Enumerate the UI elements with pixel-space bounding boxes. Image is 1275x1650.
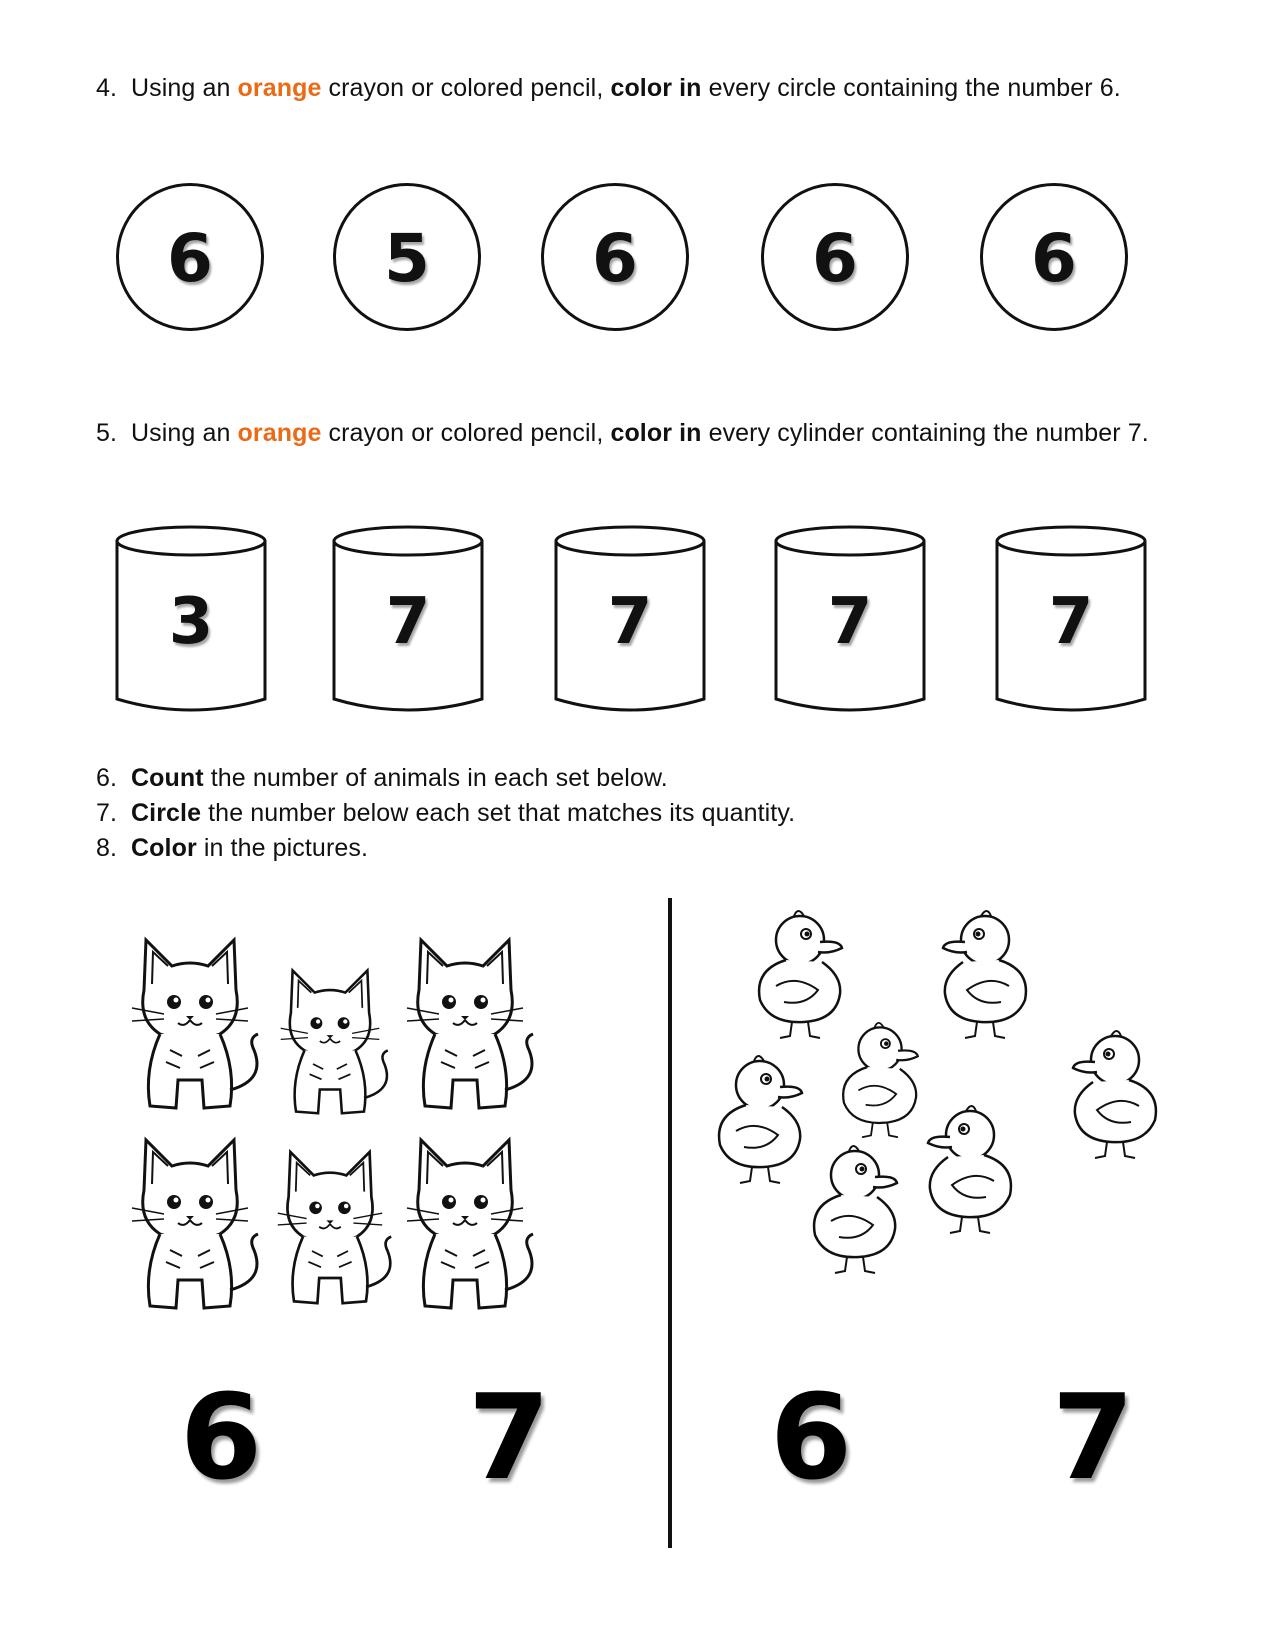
number-cylinder[interactable] — [774, 523, 926, 715]
instruction-verb: color in — [610, 74, 702, 102]
cylinder-number: 7 — [385, 585, 431, 659]
number-cylinder[interactable] — [554, 523, 706, 715]
circle-number: 6 — [592, 220, 638, 297]
divider-line — [668, 898, 672, 1548]
instruction-5 — [96, 419, 1149, 448]
number-circle[interactable] — [541, 183, 689, 331]
choice-number[interactable]: 6 — [770, 1368, 853, 1506]
circle-number: 6 — [812, 220, 858, 297]
instruction-text: the number below each set that matches its quantity. — [201, 799, 796, 827]
circle-number: 6 — [1031, 220, 1077, 297]
instruction-text: Using an — [131, 74, 238, 102]
instruction-6 — [96, 764, 668, 793]
cylinder-number: 7 — [827, 585, 873, 659]
instruction-8 — [96, 834, 368, 863]
instruction-verb: Color — [131, 834, 197, 862]
instruction-number: 5. — [96, 419, 118, 447]
number-circle[interactable] — [980, 183, 1128, 331]
instruction-text: the number of animals in each set below. — [203, 764, 668, 792]
instruction-text: every circle containing the number 6. — [701, 74, 1121, 102]
instruction-number: 8. — [96, 834, 118, 862]
instruction-number: 4. — [96, 74, 118, 102]
number-cylinder[interactable] — [332, 523, 484, 715]
instruction-4 — [96, 74, 1121, 103]
cylinder-number: 7 — [607, 585, 653, 659]
cats-illustration[interactable] — [120, 920, 580, 1340]
color-word: orange — [237, 419, 322, 447]
choice-number[interactable]: 7 — [1052, 1368, 1135, 1506]
instruction-text: crayon or colored pencil, — [321, 74, 611, 102]
instruction-number: 7. — [96, 799, 118, 827]
circle-number: 5 — [384, 220, 430, 297]
instruction-text: crayon or colored pencil, — [321, 419, 611, 447]
cylinder-number: 3 — [168, 585, 214, 659]
choice-number[interactable]: 7 — [468, 1368, 551, 1506]
number-circle[interactable] — [761, 183, 909, 331]
instruction-7 — [96, 799, 795, 828]
number-circle[interactable] — [116, 183, 264, 331]
instruction-text: Using an — [131, 419, 238, 447]
instruction-verb: Count — [131, 764, 204, 792]
circle-number: 6 — [167, 220, 213, 297]
instruction-text: every cylinder containing the number 7. — [701, 419, 1149, 447]
instruction-number: 6. — [96, 764, 118, 792]
number-cylinder[interactable] — [995, 523, 1147, 715]
instruction-text: in the pictures. — [196, 834, 369, 862]
number-circle[interactable] — [333, 183, 481, 331]
color-word: orange — [237, 74, 322, 102]
instruction-verb: color in — [610, 419, 702, 447]
instruction-verb: Circle — [131, 799, 202, 827]
cylinder-number: 7 — [1048, 585, 1094, 659]
choice-number[interactable]: 6 — [180, 1368, 263, 1506]
ducks-illustration[interactable] — [705, 895, 1215, 1325]
number-cylinder[interactable] — [115, 523, 267, 715]
